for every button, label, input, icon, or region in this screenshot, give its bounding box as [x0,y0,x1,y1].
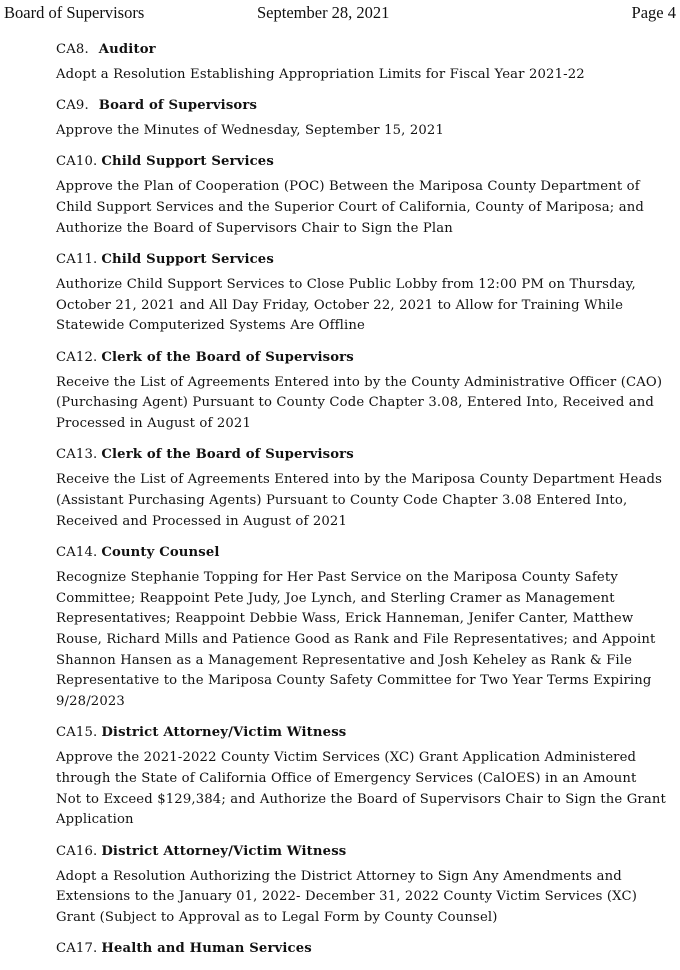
agenda-item-department: Child Support Services [101,252,274,268]
agenda-item-department: County Counsel [101,544,220,560]
agenda-item-department: Auditor [98,42,156,57]
agenda-item-ca13 [56,444,666,532]
agenda-item-heading [56,722,666,744]
agenda-item-description: Approve the 2021-2022 County Victim Services (XC) Grant Application Administered through the State of California Office of Emergency Services (CalOES) in an Amount Not to Exceed $129,384; and Authorize the Board of Supervisors Chair to Sign the Grant Application [56,750,666,828]
consent-agenda-list [56,39,666,970]
agenda-item-heading [56,542,666,564]
agenda-item-ca11 [56,249,666,337]
agenda-item-heading [56,95,666,117]
agenda-item-ca8 [56,39,666,86]
agenda-item-ca16 [56,841,666,929]
agenda-item-number: CA16. [56,843,98,859]
agenda-item-number: CA9. [56,98,89,114]
agenda-item-department: District Attorney/Victim Witness [101,843,347,859]
agenda-item-number: CA15. [56,725,98,741]
agenda-item-number: CA11. [56,252,98,268]
agenda-item-ca12 [56,347,666,435]
agenda-item-department: District Attorney/Victim Witness [101,725,347,741]
agenda-item-number: CA8. [56,42,89,57]
agenda-item-department: Clerk of the Board of Supervisors [101,349,354,365]
agenda-item-description: Authorize Child Support Services to Close Public Lobby from 12:00 PM on Thursday, October 21, 2021 and All Day Friday, October 22, 2021 to Allow for Training While Statewide Computerized Systems Are Offline [56,277,636,334]
agenda-item-department: Child Support Services [101,154,274,170]
agenda-item-description: Receive the List of Agreements Entered into by the Mariposa County Department Heads (Assistant Purchasing Agents) Pursuant to County Code Chapter 3.08 Entered Into, Received and Processed in August of 2021 [56,472,662,529]
agenda-item-department: Clerk of the Board of Supervisors [101,447,354,463]
agenda-item-description: Adopt a Resolution Authorizing the District Attorney to Sign Any Amendments and Extensions to the January 01, 2022- December 31, 2022 County Victim Services (XC) Grant (Subject to Approval as to Legal Form by County Counsel) [56,868,638,925]
agenda-item-number: CA14. [56,544,98,560]
agenda-item-ca15 [56,722,666,831]
agenda-item-description: Approve the Plan of Cooperation (POC) Between the Mariposa County Department of Child Support Services and the Superior Court of California, County of Mariposa; and Authorize the Board of Supervisors Chair to Sign the Plan [56,179,644,236]
header-board-name: Board of Supervisors [4,3,145,22]
agenda-item-description: Adopt a Resolution Establishing Appropriation Limits for Fiscal Year 2021-22 [56,67,585,82]
header-meeting-date: September 28, 2021 [257,3,390,22]
agenda-item-ca14 [56,542,666,713]
agenda-item-ca17 [56,938,666,960]
agenda-item-ca10 [56,151,666,239]
agenda-item-heading [56,151,666,173]
agenda-item-number: CA17. [56,941,98,957]
agenda-item-heading [56,249,666,271]
agenda-item-number: CA12. [56,349,98,365]
page-header [4,2,676,24]
agenda-item-ca9 [56,95,666,142]
agenda-item-heading [56,938,666,960]
agenda-item-description: Recognize Stephanie Topping for Her Past Service on the Mariposa County Safety Committee; Reappoint Pete Judy, Joe Lynch, and Sterling Cramer as Management Representatives; Reappoint Debbie Wass, Erick Hanneman, Jenifer Canter, Matthew Rouse, Richard Mills and Patience Good as Rank and File Representatives; and Appoint Shannon Hansen as a Management Representative and Josh Keheley as Rank & File Representative to the Mariposa County Safety Committee for Two Year Terms Expiring 9/28/2023 [56,569,656,710]
agenda-item-description: Receive the List of Agreements Entered into by the County Administrative Officer (CAO) (Purchasing Agent) Pursuant to County Code Chapter 3.08, Entered Into, Received and Processed in August of 2021 [56,374,663,432]
agenda-item-heading [56,444,666,466]
agenda-item-heading [56,347,666,369]
agenda-item-number: CA10. [56,154,98,170]
agenda-item-number: CA13. [56,447,98,463]
agenda-item-heading [56,841,666,863]
agenda-item-department: Board of Supervisors [98,98,258,114]
agenda-item-description: Approve the Minutes of Wednesday, September 15, 2021 [56,123,445,139]
agenda-item-department: Health and Human Services [101,941,312,957]
header-page-number: Page 4 [631,3,676,22]
agenda-item-heading [56,39,666,61]
